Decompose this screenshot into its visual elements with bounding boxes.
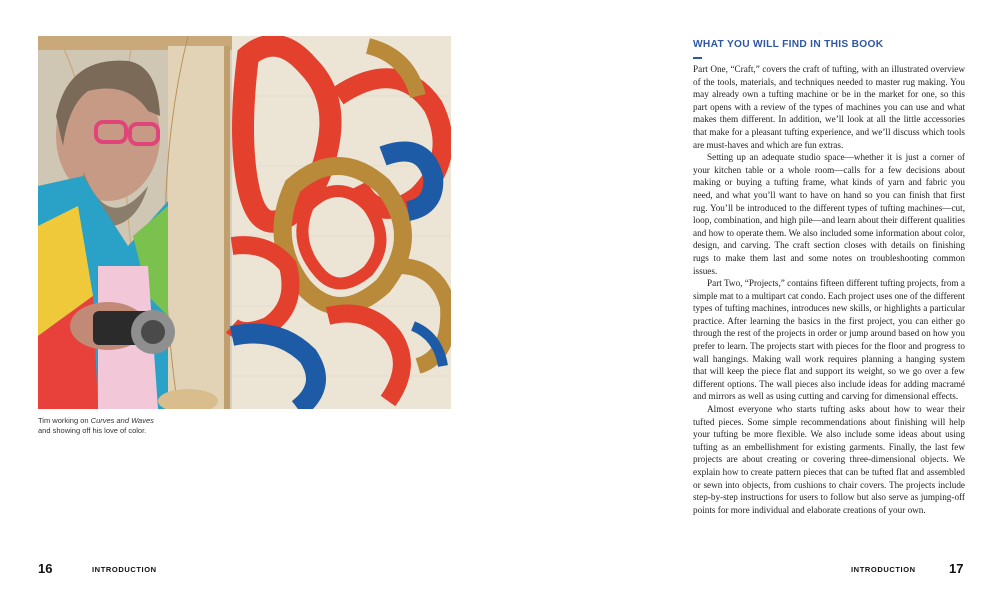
caption-prefix: Tim working on xyxy=(38,416,91,425)
body-paragraph: Setting up an adequate studio space—whether it is just a corner of your kitchen table or a whole room—calls for a few decisions about making or buying a tufting frame, what kinds of yarn and fabric you need, and what you’ll want to have on hand so you can finish that first rug. You’ll be introduced to the different types of tufting machines—cut, loop, combination, and high pile—and learn about their different qualities and how to operate them. We also included some information about color, design, and carving. The craft section closes with details on finishing rugs to make them last and some notes on troubleshooting common issues. xyxy=(693,152,965,276)
page-number-right: 17 xyxy=(949,561,964,576)
page-number-left: 16 xyxy=(38,561,53,576)
photo-tufting xyxy=(38,36,451,409)
body-paragraph: Part One, “Craft,” covers the craft of tufting, with an illustrated overview of the tools, materials, and techniques needed to master rug making. You may already own a tufting machine or be in the market for one, so this part opens with a review of the types of machines you can use and what makes them different. In addition, we’ll look at all the little accessories that make for a pleasant tufting experience, and we’ll discuss which tools are must-haves and which are fun extras. xyxy=(693,64,965,150)
caption-project-title: Curves and Waves xyxy=(90,416,154,425)
photo-illustration xyxy=(38,36,451,409)
photo-caption xyxy=(38,416,238,436)
body-paragraph: Almost everyone who starts tufting asks about how to wear their tufted pieces. Some simple recommendations about finishing will help your tufting be more flexible. We also include some ideas about using tufting as an embellishment for existing garments. Finally, the last few projects are about creating or covering three-dimensional objects. We explain how to create pattern pieces that can be tufted flat and assembled or sewn into objects, from cushions to chair covers. The projects include step-by-step instructions for users to follow but also serve as jumping-off points for more individual and elaborate creations of your own. xyxy=(693,404,965,515)
running-head-left: INTRODUCTION xyxy=(92,565,157,574)
caption-suffix: and showing off his love of color. xyxy=(38,426,147,435)
running-head-right: INTRODUCTION xyxy=(851,565,916,574)
body-text xyxy=(693,63,965,516)
section-heading: WHAT YOU WILL FIND IN THIS BOOK xyxy=(693,39,884,50)
heading-rule xyxy=(693,57,702,59)
body-paragraph: Part Two, “Projects,” contains fifteen different tufting projects, from a simple mat to a multipart cat condo. Each project uses one of the different types of tufting machines, introduces new skills, or highlights a particular practice. After learning the basics in the first project, you can either go through the rest of the projects in order or jump around based on how you prefer to learn. The projects start with pieces for the floor and progress to wall hangings. Making wall work requires planning a hanging system that will keep the piece flat and support its weight, so we go over a few different options. The wall pieces also include ideas for adding macramé and mirrors as well as using cutting and carving for dimensional effects. xyxy=(693,278,965,402)
